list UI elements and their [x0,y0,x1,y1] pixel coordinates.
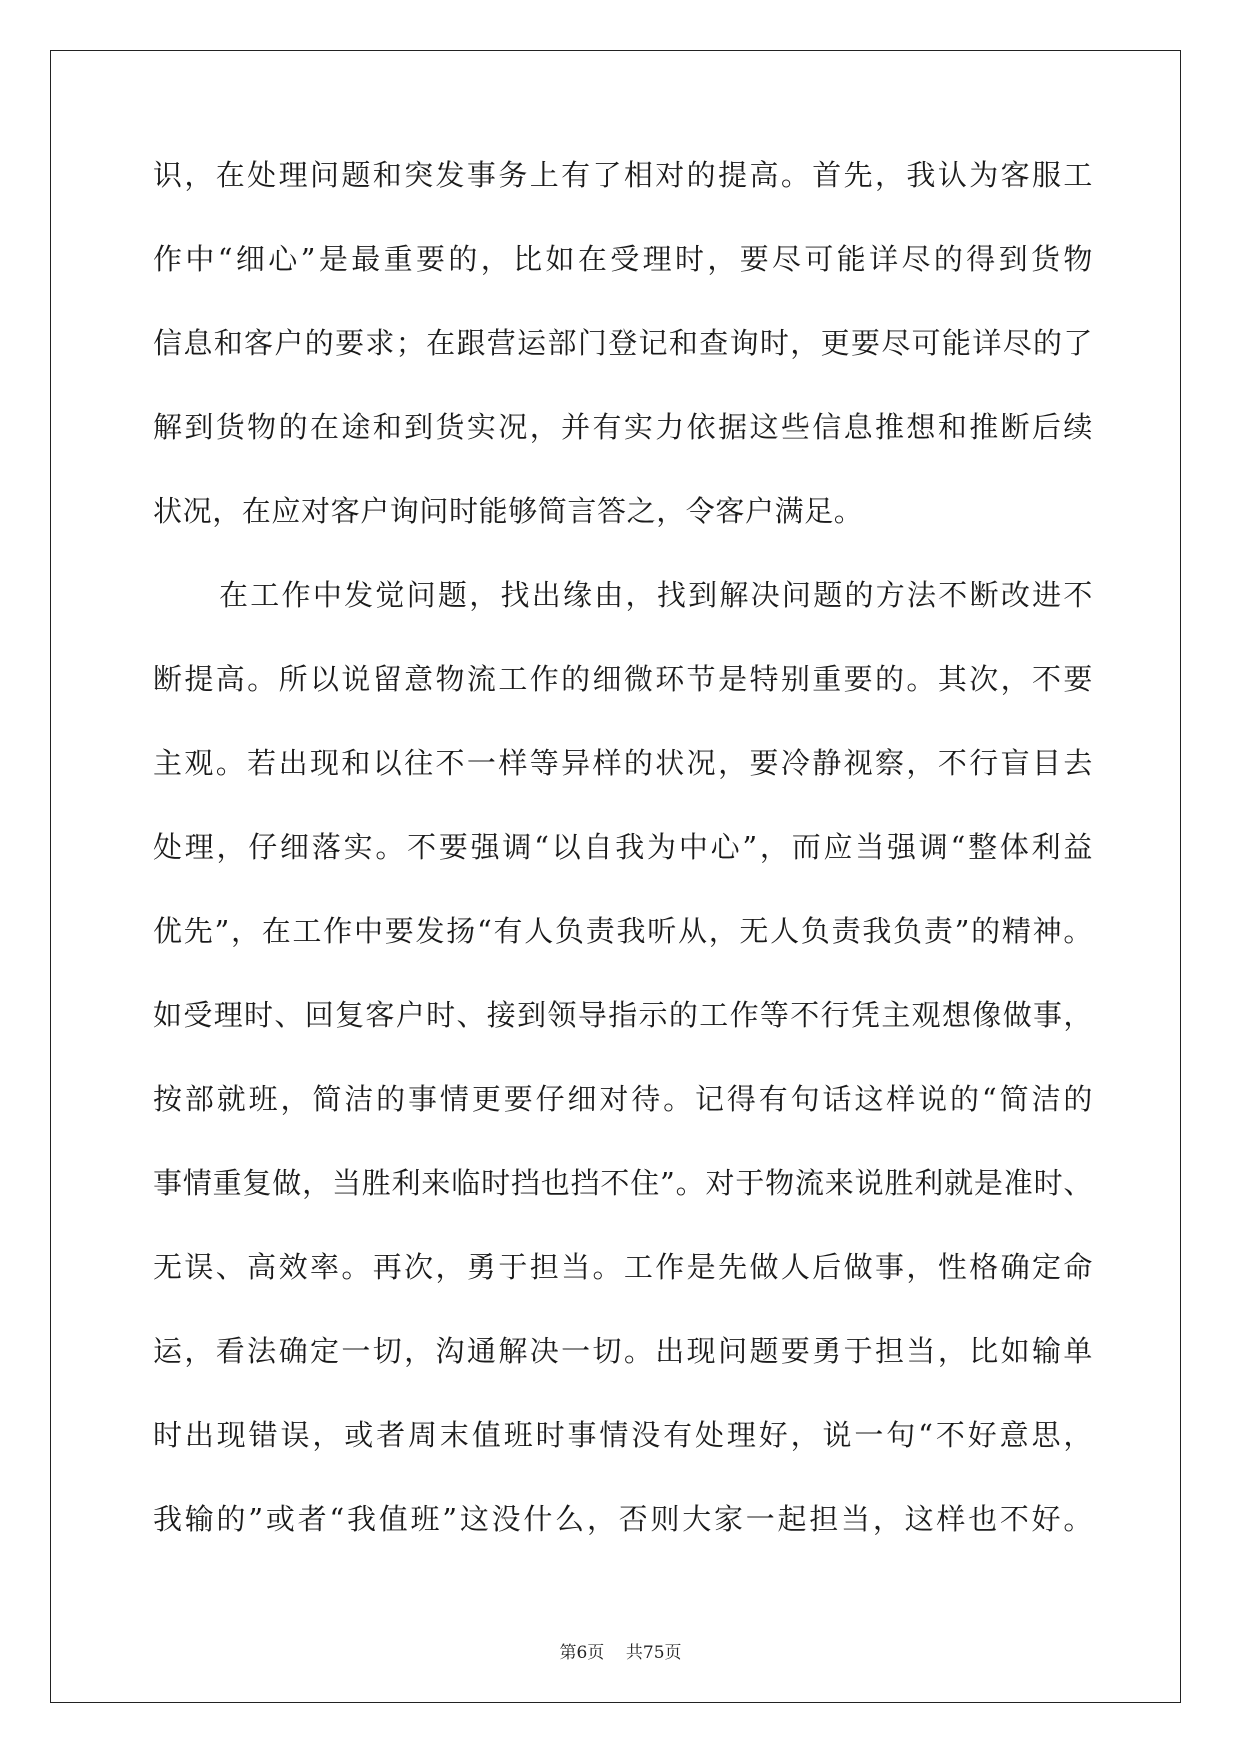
text-line: 断提高。所以说留意物流工作的细微环节是特别重要的。其次，不要 [153,662,1093,696]
text-line: 优先”，在工作中要发扬“有人负责我听从，无人负责我负责”的精神。 [153,914,1093,948]
text-line: 状况，在应对客户询问时能够简言答之，令客户满足。 [153,494,864,528]
text-line: 识，在处理问题和突发事务上有了相对的提高。首先，我认为客服工 [153,158,1093,192]
footer-spacer [604,1643,626,1663]
text-line: 处理，仔细落实。不要强调“以自我为中心”，而应当强调“整体利益 [153,830,1093,864]
text-line: 运，看法确定一切，沟通解决一切。出现问题要勇于担当，比如输单 [153,1334,1093,1368]
text-line: 主观。若出现和以往不一样等异样的状况，要冷静视察，不行盲目去 [153,746,1093,780]
text-line: 作中“细心”是最重要的，比如在受理时，要尽可能详尽的得到货物 [153,242,1093,276]
current-page-number: 第6页 [559,1643,605,1663]
total-page-count: 共75页 [625,1643,682,1663]
text-line: 如受理时、回复客户时、接到领导指示的工作等不行凭主观想像做事， [153,998,1093,1032]
text-line: 我输的”或者“我值班”这没什么，否则大家一起担当，这样也不好。 [153,1502,1093,1536]
text-line: 按部就班，简洁的事情更要仔细对待。记得有句话这样说的“简洁的 [153,1082,1093,1116]
text-line: 时出现错误，或者周末值班时事情没有处理好，说一句“不好意思， [153,1418,1093,1452]
text-line: 解到货物的在途和到货实况，并有实力依据这些信息推想和推断后续 [153,410,1093,444]
page-footer [0,1638,1241,1663]
text-line: 事情重复做，当胜利来临时挡也挡不住”。对于物流来说胜利就是准时、 [153,1166,1093,1200]
document-body [153,160,1093,1588]
text-line: 无误、高效率。再次，勇于担当。工作是先做人后做事，性格确定命 [153,1250,1093,1284]
text-line: 在工作中发觉问题，找出缘由，找到解决问题的方法不断改进不 [219,578,1093,612]
text-line: 信息和客户的要求；在跟营运部门登记和查询时，更要尽可能详尽的了 [153,326,1093,360]
